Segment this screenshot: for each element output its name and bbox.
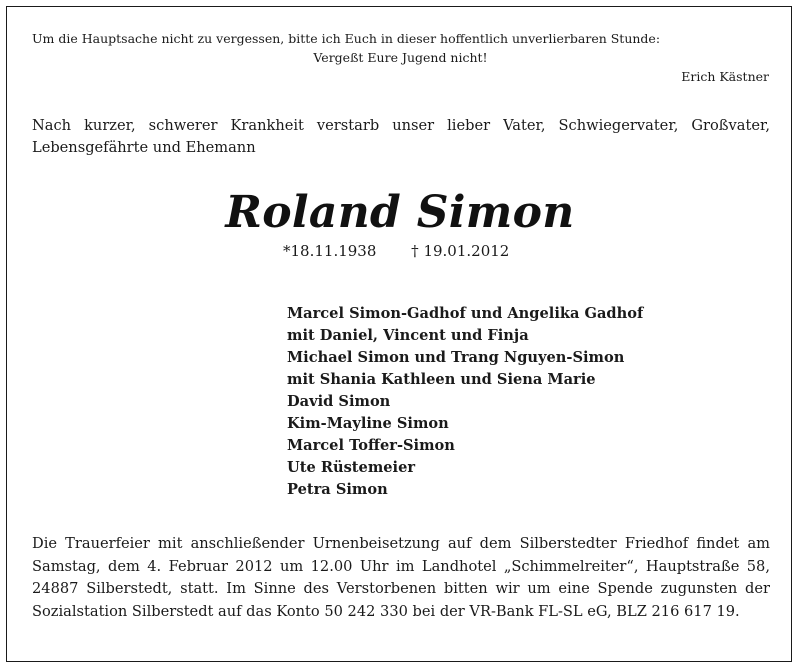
mourner-item: Kim-Mayline Simon (287, 415, 449, 432)
mourner-item: Marcel Toffer-Simon (287, 437, 455, 454)
mourner-item: mit Shania Kathleen und Siena Marie (287, 371, 596, 388)
motto-line-2: Vergeßt Eure Jugend nicht! (313, 50, 488, 65)
motto-line-1: Um die Hauptsache nicht zu vergessen, bitte ich Euch in dieser hoffentlich unverlierbaren Stunde: (32, 31, 661, 46)
mourner-item: David Simon (287, 393, 391, 410)
death-date: † 19.01.2012 (411, 242, 510, 260)
intro-text: Nach kurzer, schwerer Krankheit verstarb unser lieber Vater, Schwiegervater, Großvater, Lebensgefährte und Ehemann (32, 117, 770, 156)
motto-author: Erich Kästner (681, 69, 769, 84)
mourner-item: Petra Simon (287, 481, 388, 498)
birth-date: *18.11.1938 (283, 242, 377, 260)
mourner-item: Marcel Simon-Gadhof und Angelika Gadhof (287, 305, 644, 322)
life-dates (283, 241, 509, 261)
deceased-name: Roland Simon (225, 187, 575, 238)
mourner-item: mit Daniel, Vincent und Finja (287, 327, 529, 344)
mourner-item: Ute Rüstemeier (287, 459, 416, 476)
funeral-notice: Die Trauerfeier mit anschließender Urnenbeisetzung auf dem Silberstedter Friedhof findet am Samstag, dem 4. Februar 2012 um 12.00 Uhr im Landhotel „Schimmelreiter“, Hauptstraße 58, 24887 Silberstedt, statt. Im Sinne des Verstorbenen bitten wir um eine Spende zugunsten der Sozialstation Silberstedt auf das Konto 50 242 330 bei der VR-Bank FL-SL eG, BLZ 216 617 19. (32, 535, 770, 620)
motto-quote (32, 29, 769, 86)
mourner-item: Michael Simon und Trang Nguyen-Simon (287, 349, 625, 366)
mourners-list (287, 303, 643, 501)
